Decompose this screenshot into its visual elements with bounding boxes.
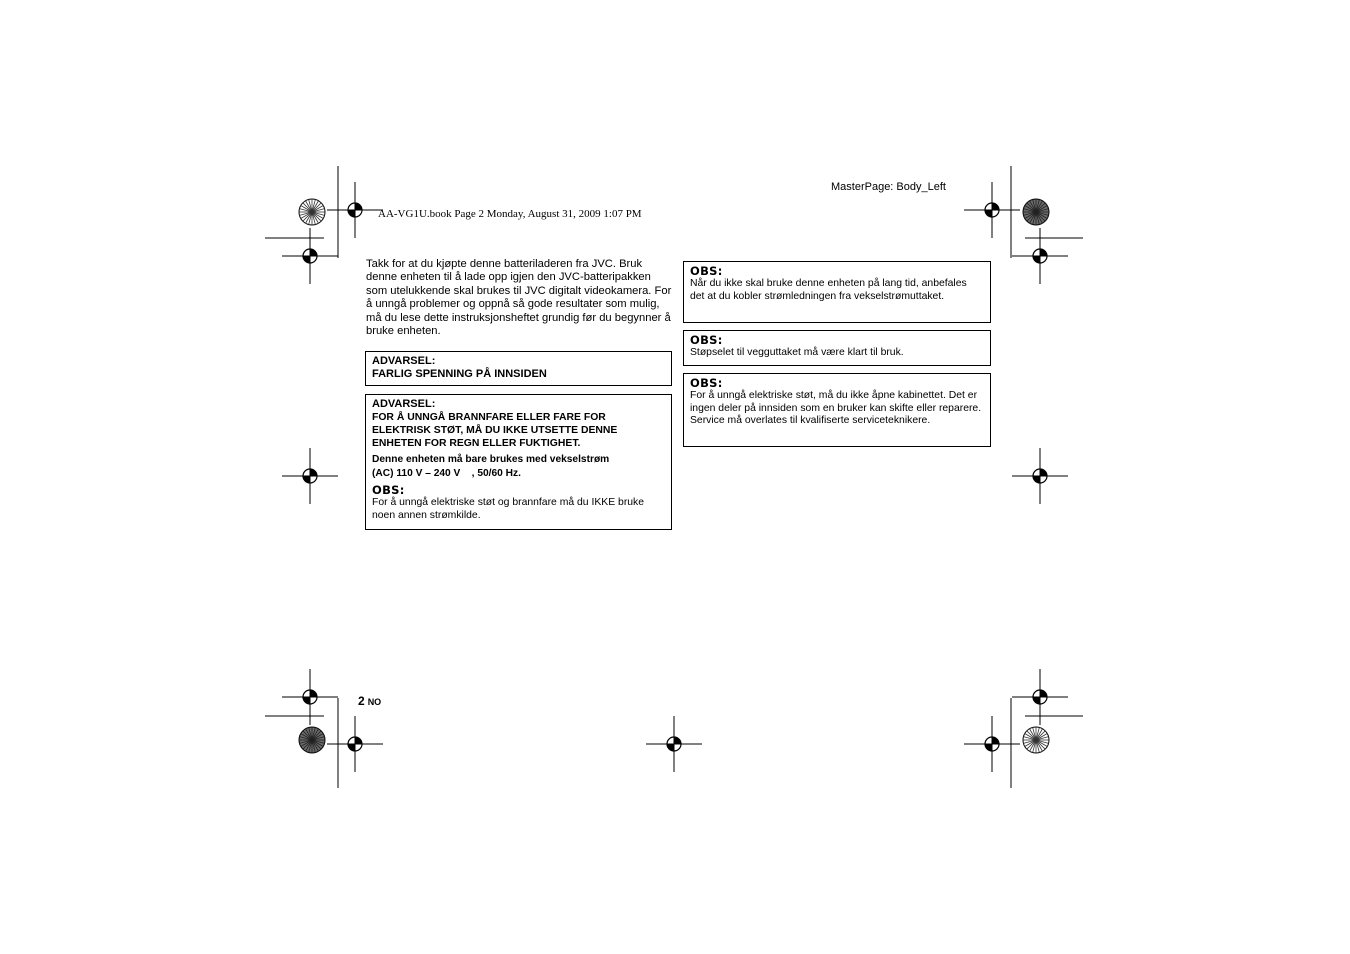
registration-target-quadrant [1033, 476, 1040, 483]
registration-target-quadrant [310, 249, 317, 256]
registration-target-quadrant [348, 210, 355, 217]
obs-box-cabinet [683, 373, 991, 447]
registration-target-quadrant [1033, 697, 1040, 704]
obs-text: For å unngå elektriske støt, må du ikke åpne kabinettet. Det er ingen deler på innsiden som en bruker kan skifte eller reparere. Service må overlates til kvalifiserte serviceteknikere. [690, 390, 982, 427]
registration-target-quadrant [1040, 469, 1047, 476]
registration-target-quadrant [310, 690, 317, 697]
obs-title: OBS: [690, 264, 723, 278]
obs-box-plug [683, 330, 991, 366]
registration-target-quadrant [303, 256, 310, 263]
power-requirement-line: Denne enheten må bare brukes med vekselstrøm [372, 454, 610, 465]
registration-target-quadrant [985, 744, 992, 751]
registration-target-quadrant [1033, 256, 1040, 263]
registration-target-quadrant [992, 737, 999, 744]
registration-target-quadrant [355, 203, 362, 210]
registration-target-quadrant [667, 744, 674, 751]
warning-text: FARLIG SPENNING PÅ INNSIDEN [372, 368, 547, 380]
registration-target-quadrant [1040, 249, 1047, 256]
warning-title: ADVARSEL: [372, 398, 436, 410]
obs-text: For å unngå elektriske støt og brannfare må du IKKE bruke noen annen strømkilde. [372, 497, 645, 521]
obs-text: Når du ikke skal bruke denne enheten på lang tid, anbefales det at du kobler strømledningen fra vekselstrømuttaket. [690, 278, 967, 302]
obs-title: OBS: [690, 376, 723, 390]
language-code: NO [367, 697, 382, 707]
master-page-label: MasterPage: Body_Left [831, 181, 946, 193]
intro-paragraph: Takk for at du kjøpte denne batteriladeren fra JVC. Bruk denne enheten til å lade opp igjen den JVC-batteripakken som utelukkende skal brukes til JVC digitalt videokamera. For å unngå problemer og oppnå så gode resultater som mulig, må du lese dette instruksjonsheftet grundig før du begynner å bruke enheten. [366, 258, 672, 338]
warning-title: ADVARSEL: [372, 355, 436, 367]
registration-target-quadrant [303, 476, 310, 483]
book-header-line: AA-VG1U.book Page 2 Monday, August 31, 2009 1:07 PM [378, 208, 642, 220]
registration-target-quadrant [355, 737, 362, 744]
obs-title: OBS: [690, 333, 723, 347]
power-requirement-line: (AC) 110 V – 240 V , 50/60 Hz. [372, 468, 521, 479]
registration-target-quadrant [310, 469, 317, 476]
registration-target-quadrant [674, 737, 681, 744]
registration-target-quadrant [992, 203, 999, 210]
warning-box-fire [365, 394, 672, 530]
registration-target-quadrant [303, 697, 310, 704]
registration-target-quadrant [1040, 690, 1047, 697]
registration-target-quadrant [985, 210, 992, 217]
warning-box-voltage [365, 351, 672, 386]
page-number: 2 [358, 694, 365, 708]
registration-target-quadrant [348, 744, 355, 751]
warning-text: FOR Å UNNGÅ BRANNFARE ELLER FARE FOR ELEKTRISK STØT, MÅ DU IKKE UTSETTE DENNE ENHETEN FOR REGN ELLER FUKTIGHET. [372, 412, 618, 449]
obs-box-unplug [683, 261, 991, 323]
page-footer [358, 692, 381, 710]
obs-title: OBS: [372, 483, 405, 497]
obs-text: Støpselet til vegguttaket må være klart til bruk. [690, 347, 904, 358]
